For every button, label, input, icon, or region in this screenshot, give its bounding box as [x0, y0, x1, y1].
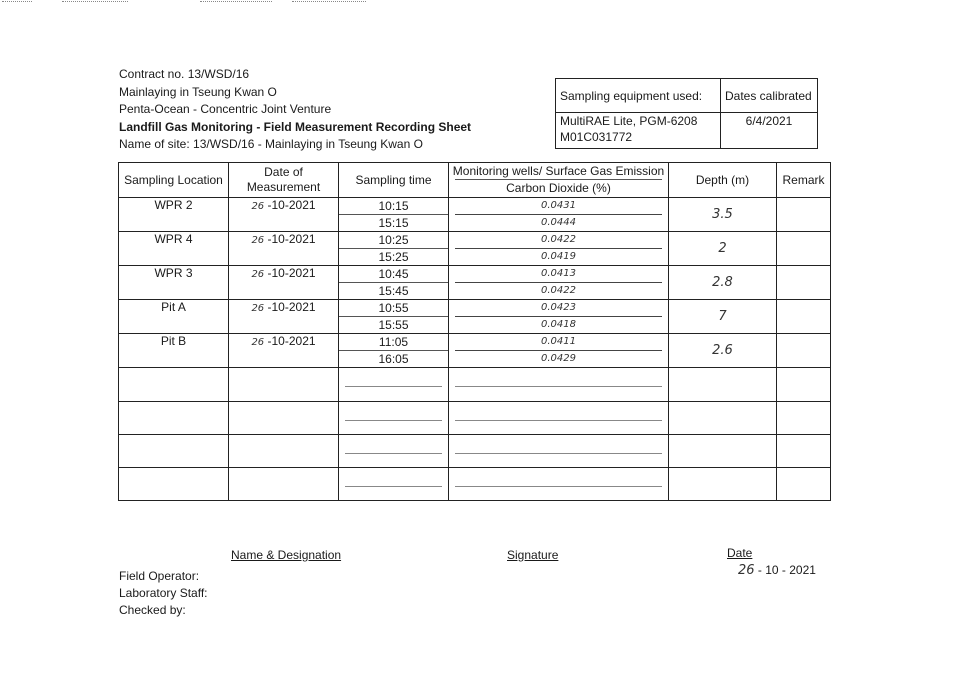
- site-name: Name of site: 13/WSD/16 - Mainlaying in Tseung Kwan O: [119, 137, 423, 151]
- depth-value: 7: [718, 309, 727, 324]
- empty-cell: [119, 435, 229, 468]
- signoff-date: [738, 563, 816, 578]
- empty-cell: [339, 402, 449, 435]
- remark-cell: [777, 266, 831, 300]
- empty-cell: [777, 468, 831, 501]
- location-cell: WPR 3: [119, 266, 229, 300]
- measurement-table: [118, 162, 831, 501]
- document-header: [119, 66, 471, 154]
- remark-cell: [777, 232, 831, 266]
- contract-number: Contract no. 13/WSD/16: [119, 67, 250, 81]
- placeholder-line: [455, 386, 662, 387]
- empty-cell: [449, 435, 669, 468]
- empty-cell: [119, 468, 229, 501]
- co2-first: 0.0413: [455, 266, 662, 283]
- empty-cell: [339, 368, 449, 402]
- time-second: 16:05: [378, 352, 409, 366]
- time-first: 10:45: [339, 266, 448, 283]
- location-cell: WPR 2: [119, 198, 229, 232]
- location-cell: Pit B: [119, 334, 229, 368]
- time-first: 11:05: [339, 334, 448, 351]
- empty-row: [119, 402, 831, 435]
- empty-cell: [449, 402, 669, 435]
- date-cell: [229, 300, 339, 334]
- header-time: Sampling time: [339, 163, 449, 198]
- contractor-name: Penta-Ocean - Concentric Joint Venture: [119, 102, 332, 116]
- co2-cell: [449, 334, 669, 368]
- depth-value: 2.8: [712, 275, 733, 290]
- depth-cell: [669, 300, 777, 334]
- header-date: Date of Measurement: [229, 163, 339, 198]
- date-suffix: -10-2021: [267, 232, 316, 246]
- empty-cell: [669, 435, 777, 468]
- remark-cell: [777, 300, 831, 334]
- date-day: 26: [251, 303, 265, 314]
- scan-artifact: [200, 1, 272, 3]
- calibrated-label: Dates calibrated: [721, 79, 818, 113]
- signoff-date-day: 26: [738, 563, 755, 578]
- calibrated-value: 6/4/2021: [721, 113, 818, 149]
- scan-artifact: [292, 1, 366, 3]
- time-cell: [339, 266, 449, 300]
- date-cell: [229, 232, 339, 266]
- empty-cell: [229, 435, 339, 468]
- equipment-value: [556, 113, 721, 149]
- time-first: 10:55: [339, 300, 448, 317]
- empty-cell: [777, 402, 831, 435]
- time-second: 15:25: [378, 250, 409, 264]
- co2-cell: [449, 198, 669, 232]
- placeholder-line: [345, 420, 442, 421]
- equipment-table: [555, 78, 818, 149]
- co2-second: 0.0429: [541, 353, 576, 364]
- lab-staff-label: Laboratory Staff:: [119, 586, 208, 600]
- date-day: 26: [251, 269, 265, 280]
- placeholder-line: [345, 453, 442, 454]
- scan-artifact: [2, 1, 32, 3]
- date-cell: [229, 266, 339, 300]
- header-depth: Depth (m): [669, 163, 777, 198]
- time-second: 15:15: [378, 216, 409, 230]
- depth-cell: [669, 334, 777, 368]
- name-designation-label: Name & Designation: [231, 548, 342, 562]
- empty-cell: [119, 402, 229, 435]
- header-co2: [449, 179, 669, 198]
- empty-cell: [669, 468, 777, 501]
- co2-first: 0.0431: [455, 198, 662, 215]
- placeholder-line: [345, 486, 442, 487]
- co2-cell: [449, 266, 669, 300]
- empty-cell: [777, 435, 831, 468]
- placeholder-line: [455, 453, 662, 454]
- table-row: [119, 232, 831, 266]
- date-cell: [229, 198, 339, 232]
- table-row: [119, 266, 831, 300]
- equipment-serial: M01C031772: [560, 130, 633, 144]
- empty-cell: [669, 402, 777, 435]
- equipment-label: Sampling equipment used:: [556, 79, 721, 113]
- table-row: [119, 198, 831, 232]
- placeholder-line: [345, 386, 442, 387]
- depth-value: 2.6: [712, 343, 733, 358]
- empty-cell: [119, 368, 229, 402]
- signature-label: Signature: [507, 548, 559, 562]
- empty-cell: [229, 368, 339, 402]
- date-suffix: -10-2021: [267, 334, 316, 348]
- date-label: Date: [727, 546, 753, 560]
- empty-cell: [449, 368, 669, 402]
- location-cell: Pit A: [119, 300, 229, 334]
- date-day: 26: [251, 337, 265, 348]
- co2-second: 0.0418: [541, 319, 576, 330]
- time-cell: [339, 300, 449, 334]
- empty-cell: [339, 435, 449, 468]
- depth-value: 2: [718, 241, 727, 256]
- empty-cell: [449, 468, 669, 501]
- table-row: [119, 300, 831, 334]
- empty-cell: [669, 368, 777, 402]
- equipment-model: MultiRAE Lite, PGM-6208: [560, 114, 698, 128]
- signoff-roles: [119, 568, 208, 619]
- co2-second: 0.0444: [541, 217, 576, 228]
- project-name: Mainlaying in Tseung Kwan O: [119, 84, 277, 99]
- checked-by-label: Checked by:: [119, 603, 186, 617]
- depth-value: 3.5: [712, 207, 733, 222]
- co2-second: 0.0419: [541, 251, 576, 262]
- remark-cell: [777, 198, 831, 232]
- time-cell: [339, 334, 449, 368]
- date-suffix: -10-2021: [267, 266, 316, 280]
- empty-row: [119, 368, 831, 402]
- date-day: 26: [251, 235, 265, 246]
- field-operator-label: Field Operator:: [119, 569, 200, 583]
- date-suffix: -10-2021: [267, 300, 316, 314]
- date-day: 26: [251, 201, 265, 212]
- time-first: 10:15: [339, 198, 448, 215]
- empty-row: [119, 435, 831, 468]
- scan-artifact: [62, 1, 128, 3]
- time-first: 10:25: [339, 232, 448, 249]
- remark-cell: [777, 334, 831, 368]
- signoff-date-suffix: - 10 - 2021: [757, 563, 816, 577]
- date-suffix: -10-2021: [267, 198, 316, 212]
- header-location: Sampling Location: [119, 163, 229, 198]
- time-cell: [339, 232, 449, 266]
- depth-cell: [669, 232, 777, 266]
- location-cell: WPR 4: [119, 232, 229, 266]
- header-monitoring: Monitoring wells/ Surface Gas Emission: [449, 163, 669, 180]
- date-cell: [229, 334, 339, 368]
- table-row: [119, 334, 831, 368]
- co2-first: 0.0423: [455, 300, 662, 317]
- co2-first: 0.0422: [455, 232, 662, 249]
- empty-cell: [777, 368, 831, 402]
- co2-cell: [449, 232, 669, 266]
- co2-second: 0.0422: [541, 285, 576, 296]
- document-title: Landfill Gas Monitoring - Field Measurement Recording Sheet: [119, 119, 472, 134]
- time-second: 15:55: [378, 318, 409, 332]
- placeholder-line: [455, 420, 662, 421]
- co2-cell: [449, 300, 669, 334]
- empty-cell: [229, 402, 339, 435]
- header-remark: Remark: [777, 163, 831, 198]
- depth-cell: [669, 198, 777, 232]
- empty-cell: [339, 468, 449, 501]
- time-cell: [339, 198, 449, 232]
- empty-row: [119, 468, 831, 501]
- co2-first: 0.0411: [455, 334, 662, 351]
- time-second: 15:45: [378, 284, 409, 298]
- depth-cell: [669, 266, 777, 300]
- empty-cell: [229, 468, 339, 501]
- header-co2-label: Carbon Dioxide (%): [455, 179, 662, 197]
- placeholder-line: [455, 486, 662, 487]
